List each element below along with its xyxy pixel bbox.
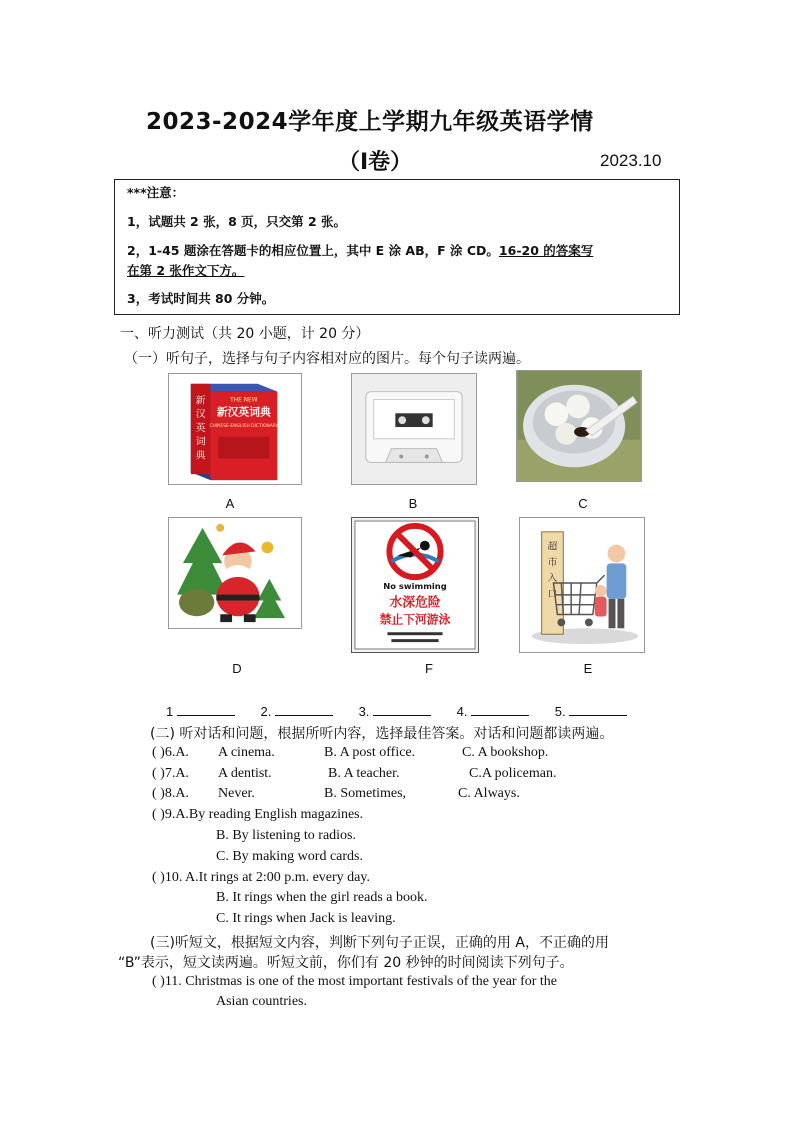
blank-5[interactable]: 5. xyxy=(555,703,627,719)
notice-line-2 xyxy=(127,241,593,259)
notice-line-2-underlined: 16-20 的答案写 xyxy=(498,243,594,258)
svg-text:典: 典 xyxy=(195,450,206,462)
question-7-option-a: A dentist. xyxy=(218,766,272,781)
sign-chinese-line-1: 水深危险 xyxy=(389,595,441,611)
exam-title: 2023-2024学年度上学期九年级英语学情 xyxy=(146,109,594,135)
svg-text:词: 词 xyxy=(195,436,206,448)
question-10: ( )10. A.It rings at 2:00 p.m. every day. xyxy=(152,870,370,885)
question-8-option-a: Never. xyxy=(218,786,255,801)
svg-text:英: 英 xyxy=(195,422,206,434)
svg-text:新: 新 xyxy=(195,395,206,407)
picture-a xyxy=(168,373,302,485)
tangyuan-bowl-icon xyxy=(517,371,641,481)
no-swimming-sign-icon xyxy=(352,518,478,652)
notice-line-2-main: 2，1-45 题涂在答题卡的相应位置上，其中 E 涂 AB，F 涂 CD。 xyxy=(127,243,499,258)
question-6-option-b: B. A post office. xyxy=(324,745,416,760)
notice-line-1: 1，试题共 2 张，8 页，只交第 2 张。 xyxy=(127,214,347,229)
blank-3[interactable]: 3. xyxy=(359,703,431,719)
question-6 xyxy=(152,745,189,761)
question-7-number: ( )7.A. xyxy=(152,766,189,781)
notice-line-2-cont-text: 在第 2 张作文下方。 xyxy=(127,263,245,278)
picture-label-a: A xyxy=(225,496,235,511)
question-9-option-c: C. By making word cards. xyxy=(216,849,363,864)
notice-line-2-cont xyxy=(127,261,244,279)
section-1-title: 一、听力测试（共 20 小题，计 20 分） xyxy=(120,326,370,342)
svg-text:入: 入 xyxy=(547,573,558,585)
svg-text:超: 超 xyxy=(547,541,558,553)
blank-4[interactable]: 4. xyxy=(457,703,529,719)
question-10-option-c: C. It rings when Jack is leaving. xyxy=(216,911,396,926)
paper-subtitle: （Ⅰ卷） xyxy=(338,150,413,175)
blank-1[interactable]: 1 xyxy=(166,703,235,719)
question-7-option-b: B. A teacher. xyxy=(328,766,400,781)
dictionary-cover-english: CHINESE-ENGLISH DICTIONARY xyxy=(209,424,279,430)
supermarket-cart-icon xyxy=(520,518,644,652)
question-7-option-c: C.A policeman. xyxy=(469,766,557,781)
question-11-line-2: Asian countries. xyxy=(216,994,307,1009)
picture-d xyxy=(168,517,302,629)
picture-label-e: E xyxy=(583,661,593,676)
picture-c xyxy=(516,370,642,482)
question-6-number: ( )6.A. xyxy=(152,745,189,760)
picture-e xyxy=(519,517,645,653)
sign-english-text: No swimming xyxy=(383,580,447,591)
svg-text:汉: 汉 xyxy=(195,409,206,421)
question-9-option-b: B. By listening to radios. xyxy=(216,828,356,843)
part-1-instructions: （一）听句子，选择与句子内容相对应的图片。每个句子读两遍。 xyxy=(124,351,530,367)
question-8-option-b: B. Sometimes, xyxy=(324,786,407,801)
dictionary-cover-title: 新汉英词典 xyxy=(216,405,271,419)
picture-label-d: D xyxy=(232,661,242,676)
exam-date: 2023.10 xyxy=(600,151,662,170)
notice-box xyxy=(114,179,680,315)
question-8-option-c: C. Always. xyxy=(458,786,520,801)
picture-f xyxy=(351,517,479,653)
picture-b xyxy=(351,373,477,485)
picture-label-f: F xyxy=(425,661,433,676)
svg-text:口: 口 xyxy=(547,588,558,600)
part-3-instructions-line-2: “B”表示，短文读两遍。听短文前，你们有 20 秒钟的时间阅读下列句子。 xyxy=(118,955,574,971)
dictionary-icon xyxy=(169,374,301,484)
question-10-option-b: B. It rings when the girl reads a book. xyxy=(216,890,428,905)
notice-heading: ***注意： xyxy=(127,185,185,200)
part-3-instructions-line-1: (三)听短文，根据短文内容，判断下列句子正误，正确的用 A，不正确的用 xyxy=(150,935,609,951)
question-6-option-c: C. A bookshop. xyxy=(462,745,549,760)
blank-2[interactable]: 2. xyxy=(260,703,332,719)
sign-chinese-line-2: 禁止下河游泳 xyxy=(379,612,451,627)
notice-line-3: 3，考试时间共 80 分钟。 xyxy=(127,291,275,306)
part-2-instructions: (二) 听对话和问题，根据所听内容，选择最佳答案。对话和问题都读两遍。 xyxy=(150,726,614,742)
dictionary-top-label: THE NEW xyxy=(230,397,258,404)
answer-blanks xyxy=(166,703,649,719)
cassette-tape-icon xyxy=(352,374,476,484)
question-11-line-1: ( )11. Christmas is one of the most important festivals of the year for the xyxy=(152,974,558,989)
question-9: ( )9.A.By reading English magazines. xyxy=(152,807,364,822)
svg-text:市: 市 xyxy=(547,557,558,569)
picture-label-c: C xyxy=(578,496,588,511)
picture-label-b: B xyxy=(408,496,418,511)
question-8-number: ( )8.A. xyxy=(152,786,189,801)
question-6-option-a: A cinema. xyxy=(218,745,275,760)
santa-christmas-icon xyxy=(169,518,301,628)
